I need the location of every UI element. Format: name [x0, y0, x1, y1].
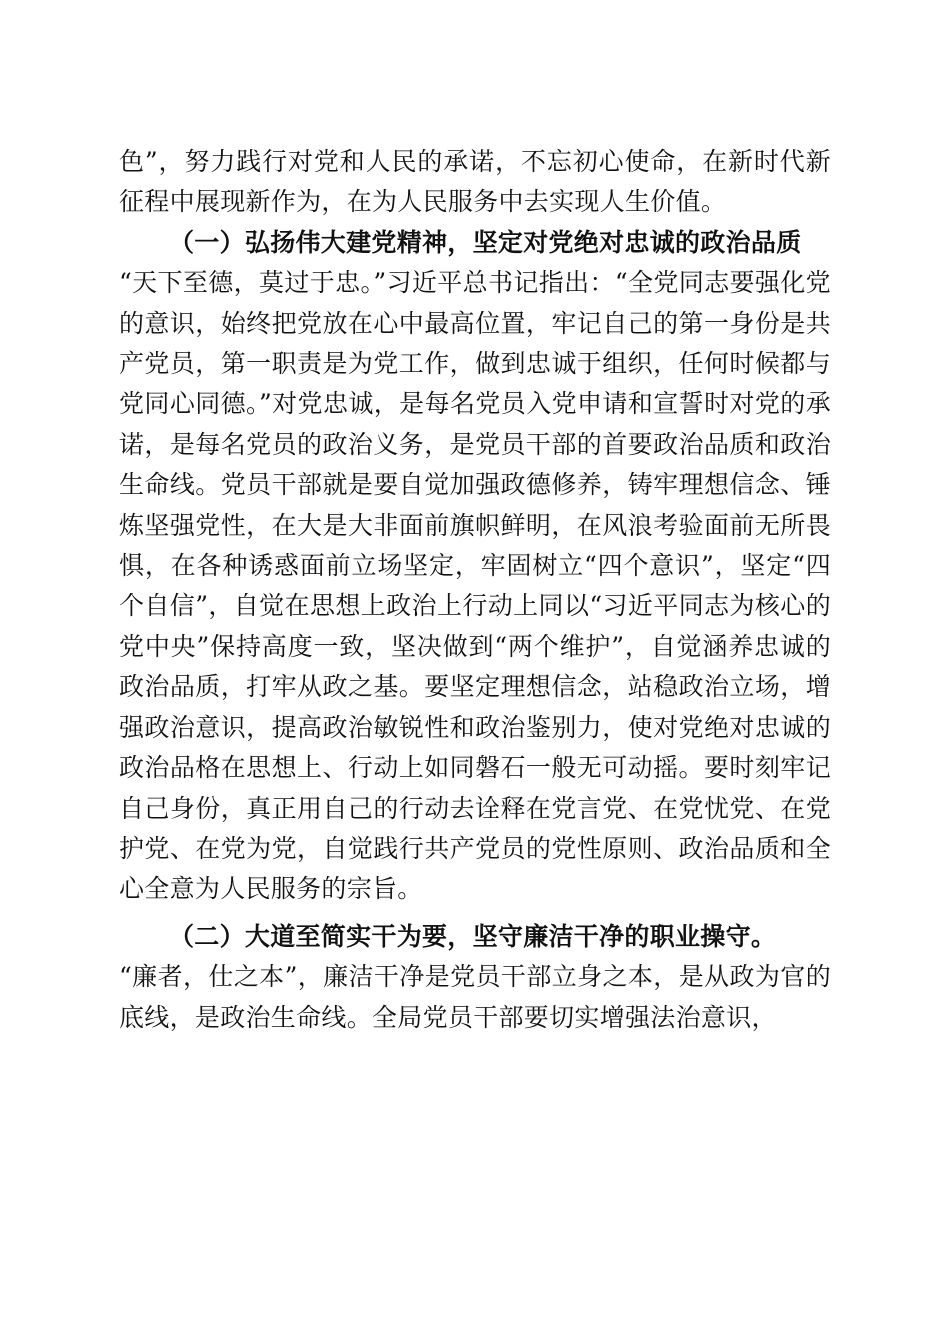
paragraph-spacer [119, 910, 831, 917]
section-2-heading [119, 917, 831, 957]
section-2-body: “廉者，仕之本”，廉洁干净是党员干部立身之本，是从政为官的底线，是政治生命线。全局党员干部要切实增强法治意识， [119, 962, 831, 1032]
section-1-body: “天下至德，莫过于忠。”习近平总书记指出：“全党同志要强化党的意识，始终把党放在心中最高位置，牢记自己的第一身份是共产党员，第一职责是为党工作，做到忠诚于组织，任何时候都与党同心同德。”对党忠诚，是每名党员入党申请和宣誓时对党的承诺，是每名党员的政治义务，是党员干部的首要政治品质和政治生命线。党员干部就是要自觉加强政德修养，铸牢理想信念、锤炼坚强党性，在大是大非面前旗帜鲜明，在风浪考验面前无所畏惧，在各种诱惑面前立场坚定，牢固树立“四个意识”，坚定“四个自信”，自觉在思想上政治上行动上同以“习近平同志为核心的党中央”保持高度一致，坚决做到“两个维护”，自觉涵养忠诚的政治品质，打牢从政之基。要坚定理想信念，站稳政治立场，增强政治意识，提高政治敏锐性和政治鉴别力，使对党绝对忠诚的政治品格在思想上、行动上如同磐石一般无可动摇。要时刻牢记自己身份，真正用自己的行动去诠释在党言党、在党忧党、在党护党、在党为党，自觉践行共产党员的党性原则、政治品质和全心全意为人民服务的宗旨。 [119, 268, 831, 904]
section-2-title: （二）大道至简实干为要，坚守廉洁干净的职业操守。 [169, 921, 777, 951]
section-1-heading [119, 223, 831, 263]
intro-paragraph: 色”，努力践行对党和人民的承诺，不忘初心使命，在新时代新征程中展现新作为，在为人民服务中去实现人生价值。 [119, 147, 831, 217]
section-1-title: （一）弘扬伟大建党精神，坚定对党绝对忠诚的政治品质 [169, 227, 802, 257]
document-body [119, 142, 831, 1038]
